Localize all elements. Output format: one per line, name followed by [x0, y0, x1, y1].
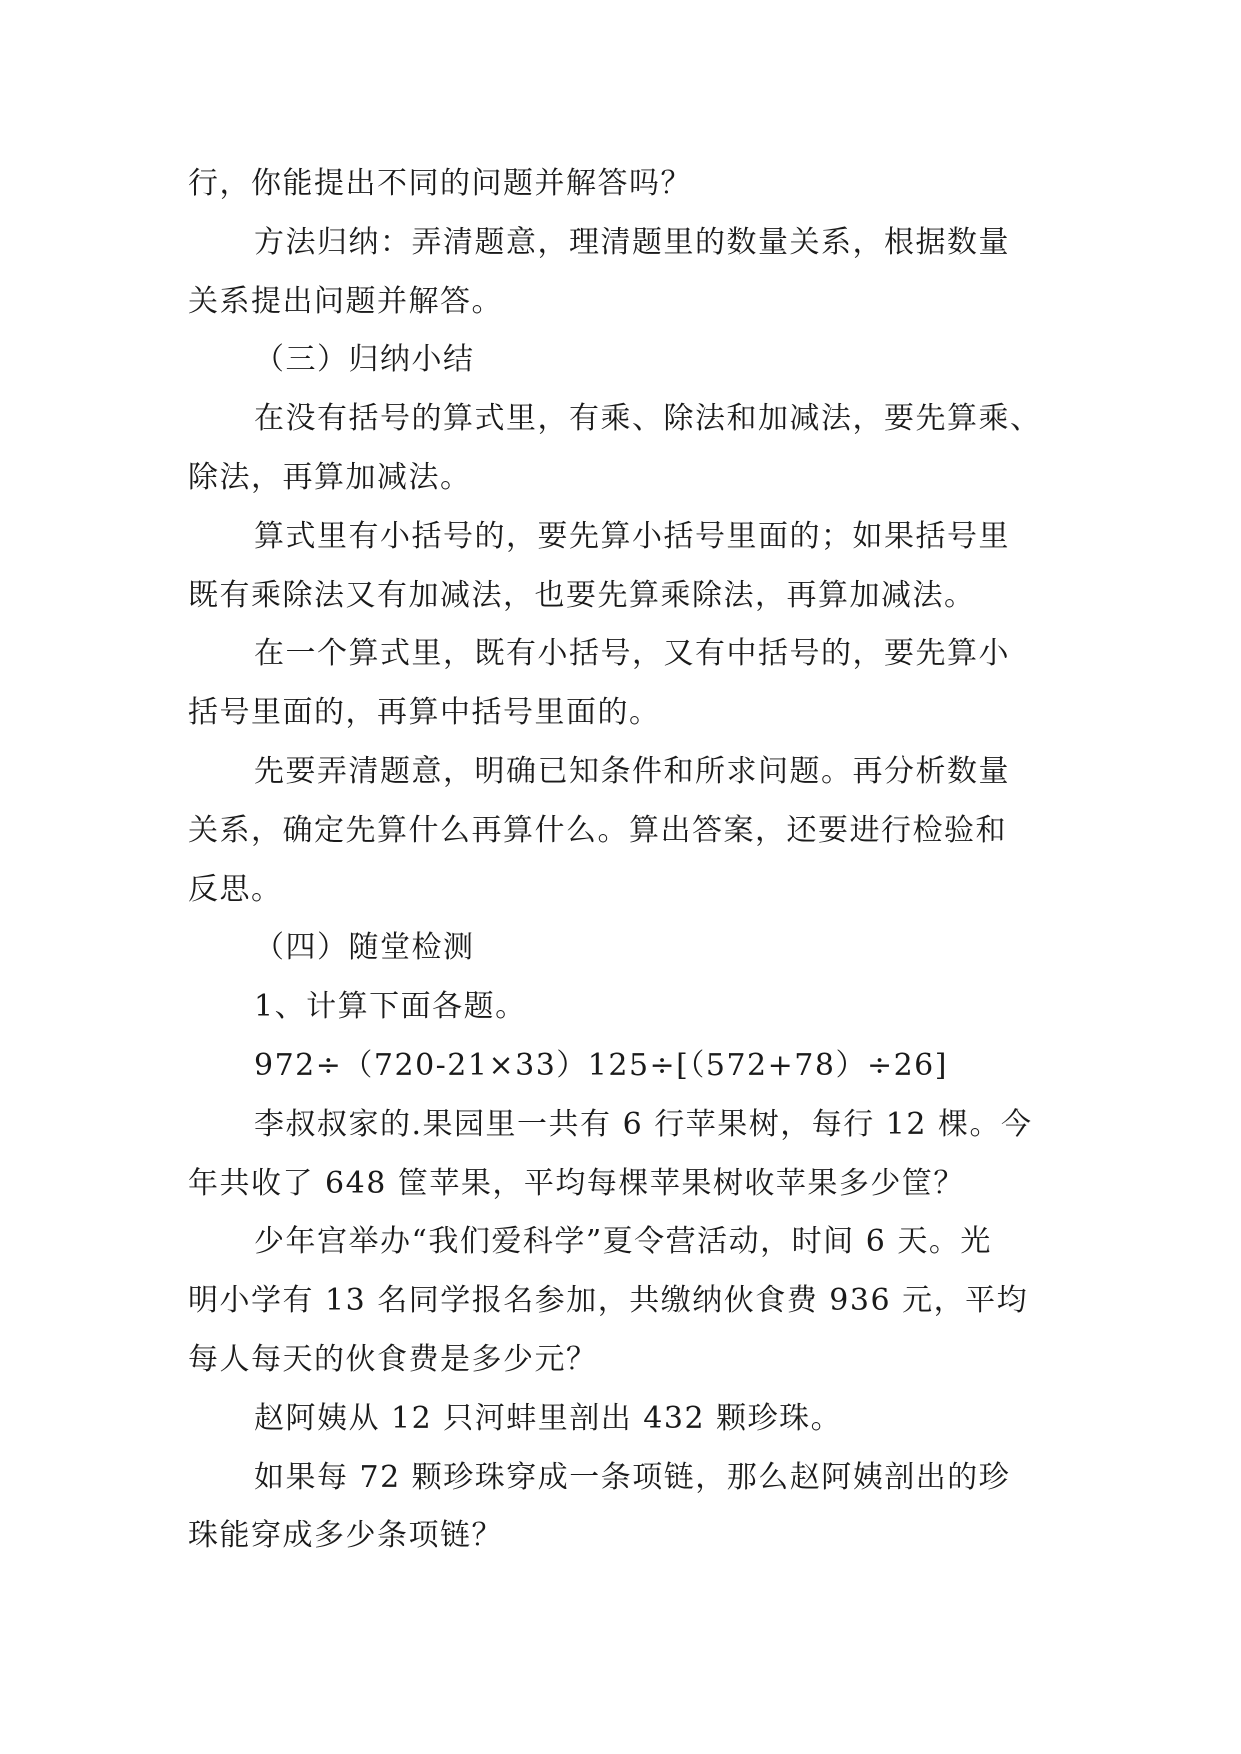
- math-expression-line: 972÷（720-21×33）125÷[（572+78）÷26]: [254, 1047, 948, 1083]
- text-line-21: 每人每天的伙食费是多少元？: [188, 1341, 598, 1377]
- text-line-17: 李叔叔家的.果园里一共有 6 行苹果树，每行 12 棵。今: [254, 1106, 1033, 1142]
- text-line-12: 关系，确定先算什么再算什么。算出答案，还要进行检验和: [188, 812, 1007, 848]
- text-line-20: 明小学有 13 名同学报名参加，共缴纳伙食费 936 元，平均: [188, 1283, 1029, 1319]
- text-line-2: 方法归纳：弄清题意，理清题里的数量关系，根据数量: [254, 224, 1010, 260]
- section-heading-4: （四）随堂检测: [254, 930, 475, 966]
- text-line-7: 算式里有小括号的，要先算小括号里面的；如果括号里: [254, 518, 1010, 554]
- text-line-23: 如果每 72 颗珍珠穿成一条项链，那么赵阿姨剖出的珍: [254, 1459, 1011, 1495]
- text-line-1: 行，你能提出不同的问题并解答吗？: [188, 166, 692, 201]
- text-line-18: 年共收了 648 筐苹果，平均每棵苹果树收苹果多少筐？: [188, 1165, 965, 1201]
- text-line-6: 除法，再算加减法。: [188, 459, 472, 495]
- document-body: [188, 155, 1058, 1566]
- text-line-3: 关系提出问题并解答。: [188, 283, 503, 319]
- text-line-9: 在一个算式里，既有小括号，又有中括号的，要先算小: [254, 636, 1010, 672]
- text-line-19: 少年宫举办“我们爱科学”夏令营活动，时间 6 天。光: [254, 1224, 992, 1260]
- text-line-10: 括号里面的，再算中括号里面的。: [188, 695, 661, 731]
- text-line-5: 在没有括号的算式里，有乘、除法和加减法，要先算乘、: [254, 401, 1042, 437]
- text-line-13: 反思。: [188, 871, 283, 907]
- section-heading-3: （三）归纳小结: [254, 342, 475, 378]
- text-line-22: 赵阿姨从 12 只河蚌里剖出 432 颗珍珠。: [254, 1400, 843, 1436]
- text-line-24: 珠能穿成多少条项链？: [188, 1518, 503, 1554]
- text-line-15: 1、计算下面各题。: [254, 989, 527, 1025]
- text-line-8: 既有乘除法又有加减法，也要先算乘除法，再算加减法。: [188, 577, 976, 613]
- text-line-11: 先要弄清题意，明确已知条件和所求问题。再分析数量: [254, 753, 1010, 789]
